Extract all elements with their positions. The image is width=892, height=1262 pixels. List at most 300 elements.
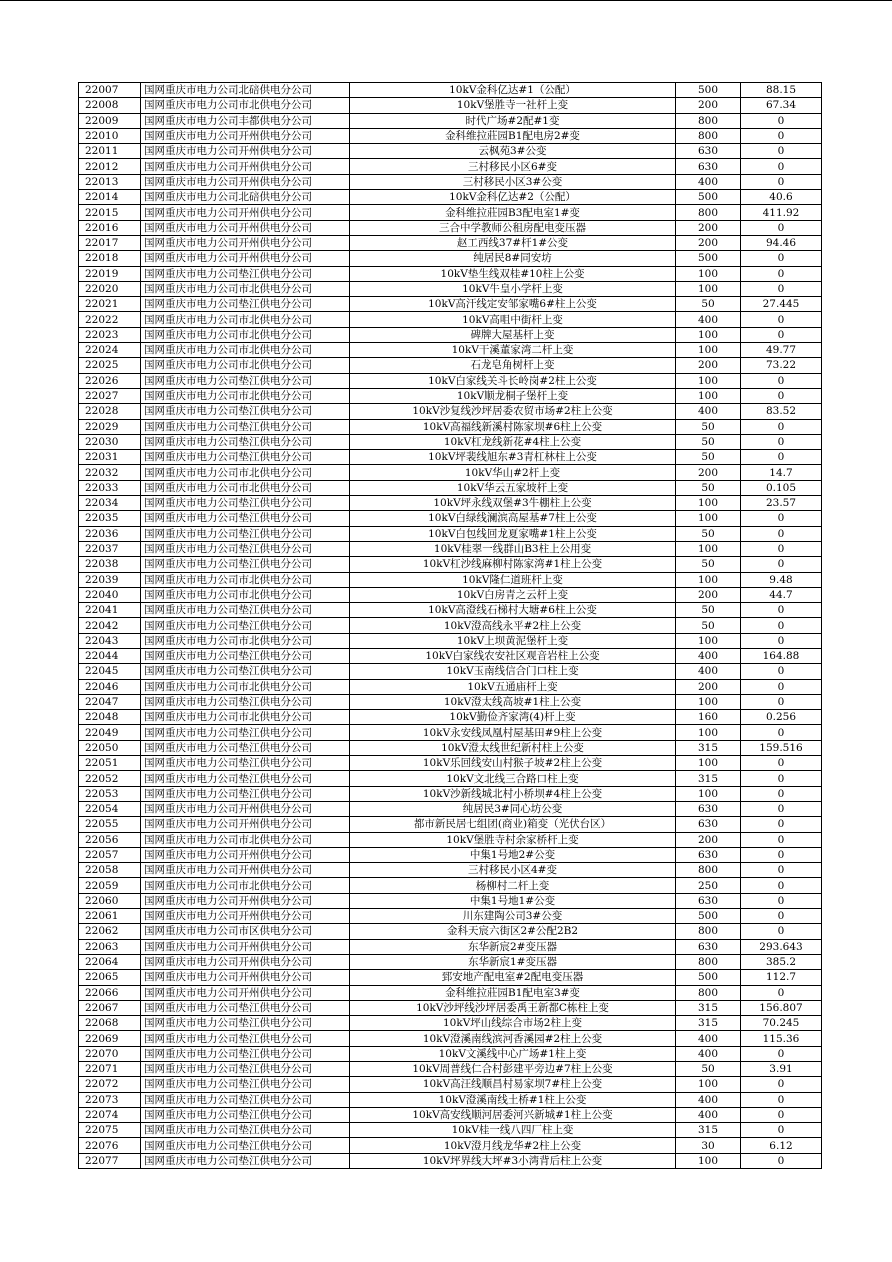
cell-id: 22051 (79, 756, 141, 771)
cell-company: 国网重庆市电力公司垫江供电分公司 (141, 1062, 350, 1077)
cell-load: 88.15 (741, 83, 822, 98)
cell-id: 22071 (79, 1062, 141, 1077)
cell-transformer-name: 10kV澄太线世纪新村柱上公变 (350, 740, 676, 755)
table-row (79, 756, 822, 771)
table-row (79, 281, 822, 296)
cell-id: 22046 (79, 679, 141, 694)
table-row (79, 740, 822, 755)
cell-load: 0 (741, 694, 822, 709)
cell-id: 22052 (79, 771, 141, 786)
cell-id: 22067 (79, 1000, 141, 1015)
cell-load: 159.516 (741, 740, 822, 755)
cell-transformer-name: 10kV白绿线澜滨高屋基#7柱上公变 (350, 511, 676, 526)
cell-transformer-name: 10kV高汗线定安邹家嘴6#柱上公变 (350, 297, 676, 312)
cell-company: 国网重庆市电力公司开州供电分公司 (141, 863, 350, 878)
cell-load: 0 (741, 327, 822, 342)
cell-company: 国网重庆市电力公司开州供电分公司 (141, 893, 350, 908)
table-row (79, 832, 822, 847)
table-row (79, 1092, 822, 1107)
cell-id: 22053 (79, 786, 141, 801)
cell-transformer-name: 10kV华云五家坡杆上变 (350, 480, 676, 495)
table-row (79, 297, 822, 312)
cell-company: 国网重庆市电力公司垫江供电分公司 (141, 419, 350, 434)
table-row (79, 771, 822, 786)
cell-capacity: 500 (676, 190, 741, 205)
table-row (79, 970, 822, 985)
cell-load: 40.6 (741, 190, 822, 205)
cell-transformer-name: 10kV干溪董家湾二杆上变 (350, 343, 676, 358)
cell-transformer-name: 10kV杠龙线新花#4柱上公变 (350, 434, 676, 449)
table-row (79, 786, 822, 801)
cell-load: 0.256 (741, 710, 822, 725)
cell-id: 22034 (79, 496, 141, 511)
cell-load: 156.807 (741, 1000, 822, 1015)
cell-id: 22038 (79, 557, 141, 572)
cell-id: 22032 (79, 465, 141, 480)
cell-transformer-name: 10kV澄溪南线滨河香溪园#2柱上公变 (350, 1031, 676, 1046)
table-row (79, 312, 822, 327)
cell-load: 0 (741, 511, 822, 526)
cell-id: 22023 (79, 327, 141, 342)
cell-load: 385.2 (741, 954, 822, 969)
cell-load: 0 (741, 388, 822, 403)
cell-capacity: 100 (676, 725, 741, 740)
cell-company: 国网重庆市电力公司垫江供电分公司 (141, 694, 350, 709)
table-row (79, 954, 822, 969)
cell-capacity: 630 (676, 893, 741, 908)
cell-load: 23.57 (741, 496, 822, 511)
cell-load: 0 (741, 817, 822, 832)
table-row (79, 511, 822, 526)
cell-transformer-name: 杨柳村二杆上变 (350, 878, 676, 893)
cell-transformer-name: 10kV永安线凤凰村屋基田#9柱上公变 (350, 725, 676, 740)
page-top-border (0, 0, 892, 1)
cell-company: 国网重庆市电力公司开州供电分公司 (141, 174, 350, 189)
table-row (79, 1153, 822, 1168)
cell-capacity: 800 (676, 113, 741, 128)
cell-capacity: 200 (676, 235, 741, 250)
cell-company: 国网重庆市电力公司市北供电分公司 (141, 281, 350, 296)
cell-capacity: 50 (676, 434, 741, 449)
cell-company: 国网重庆市电力公司开州供电分公司 (141, 985, 350, 1000)
cell-load: 0 (741, 863, 822, 878)
cell-load: 9.48 (741, 572, 822, 587)
cell-load: 0 (741, 756, 822, 771)
cell-transformer-name: 10kV上坝黄泥堡杆上变 (350, 633, 676, 648)
cell-company: 国网重庆市电力公司垫江供电分公司 (141, 450, 350, 465)
cell-transformer-name: 10kV白房青之云杆上变 (350, 587, 676, 602)
cell-transformer-name: 10kV坪山线综合市场2柱上变 (350, 1016, 676, 1031)
cell-capacity: 50 (676, 603, 741, 618)
table-row (79, 603, 822, 618)
table-row (79, 893, 822, 908)
cell-transformer-name: 10kV桂翠一线群山B3柱上公用变 (350, 541, 676, 556)
cell-load: 0 (741, 450, 822, 465)
cell-company: 国网重庆市电力公司垫江供电分公司 (141, 297, 350, 312)
cell-id: 22050 (79, 740, 141, 755)
cell-load: 70.245 (741, 1016, 822, 1031)
cell-load: 0 (741, 419, 822, 434)
cell-id: 22068 (79, 1016, 141, 1031)
cell-transformer-name: 10kV隆仁道班杆上变 (350, 572, 676, 587)
cell-transformer-name: 10kV文北线三合路口柱上变 (350, 771, 676, 786)
cell-company: 国网重庆市电力公司垫江供电分公司 (141, 1123, 350, 1138)
cell-transformer-name: 都市新民居七组团(商业)箱变（光伏台区） (350, 817, 676, 832)
table-row (79, 128, 822, 143)
cell-transformer-name: 10kV乐回线安山村猴子坡#2柱上公变 (350, 756, 676, 771)
cell-capacity: 630 (676, 144, 741, 159)
table-row (79, 434, 822, 449)
cell-transformer-name: 10kV高福线新溪村陈家坝#6柱上公变 (350, 419, 676, 434)
cell-load: 0 (741, 373, 822, 388)
cell-id: 22015 (79, 205, 141, 220)
cell-id: 22030 (79, 434, 141, 449)
table-row (79, 1046, 822, 1061)
cell-company: 国网重庆市电力公司垫江供电分公司 (141, 648, 350, 663)
cell-load: 0 (741, 541, 822, 556)
cell-transformer-name: 三村移民小区3#公变 (350, 174, 676, 189)
cell-id: 22009 (79, 113, 141, 128)
cell-id: 22066 (79, 985, 141, 1000)
cell-capacity: 800 (676, 954, 741, 969)
cell-company: 国网重庆市电力公司垫江供电分公司 (141, 618, 350, 633)
cell-id: 22047 (79, 694, 141, 709)
cell-id: 22073 (79, 1092, 141, 1107)
cell-transformer-name: 10kV顺龙桐子堡杆上变 (350, 388, 676, 403)
cell-capacity: 100 (676, 327, 741, 342)
cell-company: 国网重庆市电力公司北碚供电分公司 (141, 190, 350, 205)
cell-transformer-name: 东华新宸2#变压器 (350, 939, 676, 954)
cell-load: 0 (741, 633, 822, 648)
cell-transformer-name: 10kV澄月线龙华#2柱上公变 (350, 1138, 676, 1153)
table-row (79, 541, 822, 556)
cell-company: 国网重庆市电力公司开州供电分公司 (141, 939, 350, 954)
cell-id: 22019 (79, 266, 141, 281)
cell-load: 73.22 (741, 358, 822, 373)
table-row (79, 526, 822, 541)
cell-load: 0 (741, 174, 822, 189)
cell-load: 94.46 (741, 235, 822, 250)
cell-id: 22072 (79, 1077, 141, 1092)
cell-company: 国网重庆市电力公司市北供电分公司 (141, 832, 350, 847)
table-row (79, 710, 822, 725)
cell-transformer-name: 金科维拉莊园B1配电房2#变 (350, 128, 676, 143)
cell-company: 国网重庆市电力公司垫江供电分公司 (141, 1016, 350, 1031)
cell-load: 0 (741, 801, 822, 816)
transformer-table-body (79, 83, 822, 1169)
cell-transformer-name: 10kV澄太线高坡#1柱上公变 (350, 694, 676, 709)
cell-id: 22036 (79, 526, 141, 541)
cell-id: 22055 (79, 817, 141, 832)
cell-id: 22035 (79, 511, 141, 526)
cell-transformer-name: 10kV华山#2杆上变 (350, 465, 676, 480)
cell-company: 国网重庆市电力公司丰都供电分公司 (141, 113, 350, 128)
cell-capacity: 315 (676, 1123, 741, 1138)
cell-load: 0.105 (741, 480, 822, 495)
cell-capacity: 400 (676, 312, 741, 327)
table-row (79, 1138, 822, 1153)
cell-capacity: 315 (676, 1016, 741, 1031)
cell-id: 22075 (79, 1123, 141, 1138)
cell-capacity: 500 (676, 83, 741, 98)
cell-load: 0 (741, 128, 822, 143)
cell-company: 国网重庆市电力公司市北供电分公司 (141, 878, 350, 893)
cell-transformer-name: 10kV玉南线信合门口柱上变 (350, 664, 676, 679)
cell-id: 22012 (79, 159, 141, 174)
table-row (79, 83, 822, 98)
table-row (79, 557, 822, 572)
cell-capacity: 100 (676, 1077, 741, 1092)
cell-transformer-name: 10kV周普线仁合村彭建平旁边#7柱上公变 (350, 1062, 676, 1077)
cell-capacity: 100 (676, 541, 741, 556)
cell-company: 国网重庆市电力公司垫江供电分公司 (141, 603, 350, 618)
cell-load: 0 (741, 220, 822, 235)
cell-capacity: 50 (676, 419, 741, 434)
table-row (79, 648, 822, 663)
cell-capacity: 50 (676, 526, 741, 541)
cell-load: 0 (741, 1153, 822, 1168)
table-row (79, 679, 822, 694)
cell-transformer-name: 10kV坪界线大坪#3小湾背后柱上公变 (350, 1153, 676, 1168)
table-row (79, 144, 822, 159)
cell-transformer-name: 10kV堡胜寺村余家桥杆上变 (350, 832, 676, 847)
cell-company: 国网重庆市电力公司开州供电分公司 (141, 970, 350, 985)
cell-company: 国网重庆市电力公司开州供电分公司 (141, 954, 350, 969)
cell-capacity: 100 (676, 786, 741, 801)
cell-capacity: 500 (676, 970, 741, 985)
table-row (79, 847, 822, 862)
table-row (79, 1016, 822, 1031)
cell-id: 22011 (79, 144, 141, 159)
cell-capacity: 800 (676, 924, 741, 939)
cell-load: 0 (741, 281, 822, 296)
cell-capacity: 50 (676, 450, 741, 465)
cell-id: 22040 (79, 587, 141, 602)
cell-company: 国网重庆市电力公司市北供电分公司 (141, 343, 350, 358)
cell-id: 22069 (79, 1031, 141, 1046)
cell-company: 国网重庆市电力公司垫江供电分公司 (141, 266, 350, 281)
table-row (79, 220, 822, 235)
cell-id: 22043 (79, 633, 141, 648)
cell-transformer-name: 10kV垫生线双桂#10柱上公变 (350, 266, 676, 281)
cell-transformer-name: 10kV坪裴线旭东#3青杠林柱上公变 (350, 450, 676, 465)
cell-company: 国网重庆市电力公司北碚供电分公司 (141, 83, 350, 98)
cell-capacity: 400 (676, 174, 741, 189)
cell-load: 0 (741, 526, 822, 541)
table-row (79, 496, 822, 511)
cell-company: 国网重庆市电力公司市北供电分公司 (141, 465, 350, 480)
table-row (79, 419, 822, 434)
cell-id: 22041 (79, 603, 141, 618)
table-row (79, 817, 822, 832)
cell-load: 6.12 (741, 1138, 822, 1153)
cell-capacity: 800 (676, 205, 741, 220)
table-row (79, 327, 822, 342)
cell-company: 国网重庆市电力公司垫江供电分公司 (141, 557, 350, 572)
cell-load: 0 (741, 557, 822, 572)
cell-capacity: 200 (676, 358, 741, 373)
cell-capacity: 100 (676, 633, 741, 648)
cell-company: 国网重庆市电力公司市北供电分公司 (141, 358, 350, 373)
cell-company: 国网重庆市电力公司垫江供电分公司 (141, 1046, 350, 1061)
cell-load: 0 (741, 312, 822, 327)
cell-capacity: 100 (676, 694, 741, 709)
cell-transformer-name: 10kV高澄线石梯村大塘#6柱上公变 (350, 603, 676, 618)
cell-load: 0 (741, 786, 822, 801)
cell-capacity: 400 (676, 1092, 741, 1107)
table-row (79, 1031, 822, 1046)
cell-capacity: 250 (676, 878, 741, 893)
cell-id: 22025 (79, 358, 141, 373)
cell-id: 22056 (79, 832, 141, 847)
table-row (79, 1077, 822, 1092)
cell-id: 22033 (79, 480, 141, 495)
cell-load: 0 (741, 725, 822, 740)
cell-transformer-name: 纯居民8#同安坊 (350, 251, 676, 266)
cell-transformer-name: 10kV五通庙杆上变 (350, 679, 676, 694)
cell-id: 22074 (79, 1107, 141, 1122)
cell-company: 国网重庆市电力公司垫江供电分公司 (141, 1153, 350, 1168)
cell-load: 0 (741, 1107, 822, 1122)
cell-load: 115.36 (741, 1031, 822, 1046)
cell-transformer-name: 三村移民小区4#变 (350, 863, 676, 878)
cell-load: 0 (741, 1077, 822, 1092)
cell-transformer-name: 三村移民小区6#变 (350, 159, 676, 174)
cell-id: 22029 (79, 419, 141, 434)
cell-load: 14.7 (741, 465, 822, 480)
cell-transformer-name: 金科维拉莊园B3配电室1#变 (350, 205, 676, 220)
cell-transformer-name: 10kV沙坪线沙坪居委禹王新都C栋柱上变 (350, 1000, 676, 1015)
cell-capacity: 50 (676, 480, 741, 495)
cell-transformer-name: 10kV白包线回龙夏家嘴#1柱上公变 (350, 526, 676, 541)
cell-load: 164.88 (741, 648, 822, 663)
cell-transformer-name: 三合中学教师公租房配电变压器 (350, 220, 676, 235)
cell-capacity: 200 (676, 220, 741, 235)
cell-capacity: 100 (676, 756, 741, 771)
cell-transformer-name: 10kV勤俭齐家湾(4)杆上变 (350, 710, 676, 725)
cell-load: 27.445 (741, 297, 822, 312)
cell-load: 0 (741, 251, 822, 266)
cell-id: 22076 (79, 1138, 141, 1153)
cell-company: 国网重庆市电力公司市北供电分公司 (141, 312, 350, 327)
cell-id: 22026 (79, 373, 141, 388)
table-row (79, 404, 822, 419)
cell-company: 国网重庆市电力公司开州供电分公司 (141, 144, 350, 159)
cell-capacity: 400 (676, 404, 741, 419)
cell-company: 国网重庆市电力公司市北供电分公司 (141, 679, 350, 694)
cell-id: 22013 (79, 174, 141, 189)
cell-load: 3.91 (741, 1062, 822, 1077)
cell-company: 国网重庆市电力公司垫江供电分公司 (141, 1092, 350, 1107)
cell-id: 22064 (79, 954, 141, 969)
cell-capacity: 100 (676, 281, 741, 296)
cell-capacity: 100 (676, 511, 741, 526)
cell-load: 0 (741, 113, 822, 128)
cell-capacity: 50 (676, 618, 741, 633)
cell-id: 22018 (79, 251, 141, 266)
table-row (79, 358, 822, 373)
cell-id: 22010 (79, 128, 141, 143)
cell-transformer-name: 10kV桂一线八四厂柱上变 (350, 1123, 676, 1138)
cell-capacity: 630 (676, 159, 741, 174)
cell-id: 22022 (79, 312, 141, 327)
cell-transformer-name: 时代广场#2配#1变 (350, 113, 676, 128)
cell-capacity: 400 (676, 1046, 741, 1061)
cell-id: 22057 (79, 847, 141, 862)
cell-id: 22039 (79, 572, 141, 587)
cell-load: 0 (741, 1123, 822, 1138)
table-row (79, 694, 822, 709)
cell-id: 22061 (79, 909, 141, 924)
cell-capacity: 100 (676, 1153, 741, 1168)
cell-load: 411.92 (741, 205, 822, 220)
cell-company: 国网重庆市电力公司垫江供电分公司 (141, 664, 350, 679)
cell-transformer-name: 10kV杠沙线麻柳村陈家湾#1柱上公变 (350, 557, 676, 572)
cell-company: 国网重庆市电力公司垫江供电分公司 (141, 1077, 350, 1092)
cell-id: 22016 (79, 220, 141, 235)
cell-capacity: 160 (676, 710, 741, 725)
cell-company: 国网重庆市电力公司开州供电分公司 (141, 159, 350, 174)
cell-load: 0 (741, 893, 822, 908)
cell-id: 22048 (79, 710, 141, 725)
cell-load: 0 (741, 924, 822, 939)
table-row (79, 725, 822, 740)
cell-transformer-name: 10kV牛皇小学杆上变 (350, 281, 676, 296)
cell-company: 国网重庆市电力公司市北供电分公司 (141, 327, 350, 342)
cell-id: 22063 (79, 939, 141, 954)
cell-id: 22020 (79, 281, 141, 296)
cell-capacity: 100 (676, 373, 741, 388)
cell-id: 22077 (79, 1153, 141, 1168)
cell-load: 0 (741, 603, 822, 618)
table-row (79, 1000, 822, 1015)
cell-load: 0 (741, 664, 822, 679)
cell-transformer-name: 10kV文溪线中心广场#1柱上变 (350, 1046, 676, 1061)
cell-company: 国网重庆市电力公司垫江供电分公司 (141, 1031, 350, 1046)
cell-capacity: 100 (676, 572, 741, 587)
cell-company: 国网重庆市电力公司市北供电分公司 (141, 633, 350, 648)
cell-company: 国网重庆市电力公司市北供电分公司 (141, 587, 350, 602)
cell-load: 0 (741, 909, 822, 924)
cell-company: 国网重庆市电力公司垫江供电分公司 (141, 541, 350, 556)
cell-capacity: 630 (676, 939, 741, 954)
cell-company: 国网重庆市电力公司垫江供电分公司 (141, 526, 350, 541)
cell-transformer-name: 10kV白家线农安社区观音岩柱上公变 (350, 648, 676, 663)
cell-id: 22024 (79, 343, 141, 358)
cell-company: 国网重庆市电力公司垫江供电分公司 (141, 1138, 350, 1153)
cell-transformer-name: 纯居民3#同心坊公变 (350, 801, 676, 816)
table-row (79, 450, 822, 465)
table-row (79, 235, 822, 250)
cell-transformer-name: 10kV高安线顺河居委河兴新城#1柱上公变 (350, 1107, 676, 1122)
cell-load: 0 (741, 679, 822, 694)
cell-load: 0 (741, 771, 822, 786)
cell-company: 国网重庆市电力公司市北供电分公司 (141, 710, 350, 725)
cell-id: 22054 (79, 801, 141, 816)
cell-load: 0 (741, 159, 822, 174)
cell-capacity: 315 (676, 740, 741, 755)
cell-transformer-name: 石龙皂角树杆上变 (350, 358, 676, 373)
cell-id: 22014 (79, 190, 141, 205)
cell-capacity: 800 (676, 985, 741, 1000)
cell-transformer-name: 10kV澄溪南线土桥#1柱上公变 (350, 1092, 676, 1107)
cell-load: 0 (741, 878, 822, 893)
table-row (79, 1062, 822, 1077)
cell-id: 22031 (79, 450, 141, 465)
cell-transformer-name: 中集1号地1#公变 (350, 893, 676, 908)
cell-load: 0 (741, 1046, 822, 1061)
cell-transformer-name: 云枫苑3#公变 (350, 144, 676, 159)
